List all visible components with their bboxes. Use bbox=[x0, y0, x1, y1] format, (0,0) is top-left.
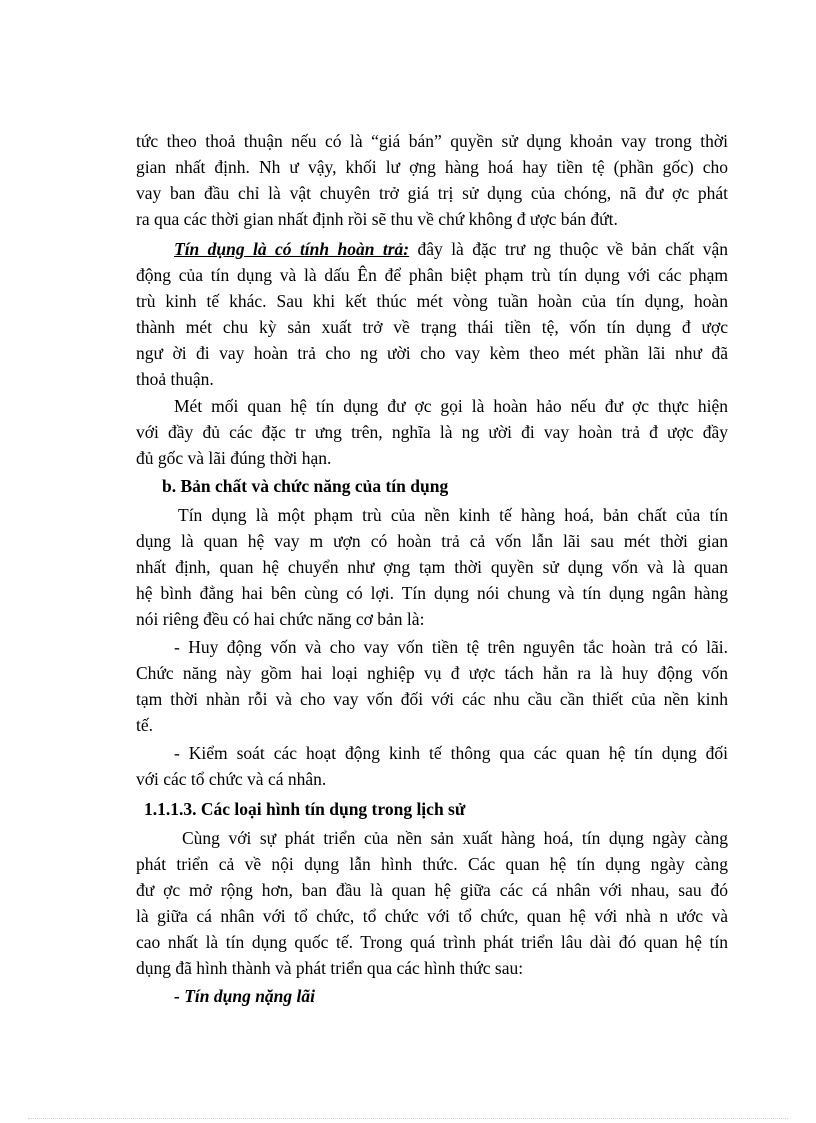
paragraph-line bbox=[174, 236, 728, 262]
paragraph-line: trù kinh tế khác. Sau khi kết thúc mét vòng tuần hoàn của tín dụng, hoàn bbox=[136, 291, 728, 311]
paragraph-line: nói riêng đều có hai chức năng cơ bản là: bbox=[136, 609, 425, 629]
section-heading: b. Bản chất và chức năng của tín dụng bbox=[162, 476, 449, 496]
page-footer-rule bbox=[28, 1118, 788, 1119]
paragraph-line: - Kiểm soát các hoạt động kinh tế thông qua các quan hệ tín dụng đối bbox=[174, 743, 728, 763]
section-heading: 1.1.1.3. Các loại hình tín dụng trong lịch sử bbox=[144, 799, 466, 819]
paragraph-line: vay ban đầu chỉ là vật chuyên trở giá trị sử dụng của chóng, nã đư ợc phát bbox=[136, 183, 728, 203]
paragraph-line: với đầy đủ các đặc tr ưng trên, nghĩa là ng ười đi vay hoàn trả đ ược đầy bbox=[136, 422, 728, 442]
paragraph-line: ngư ời đi vay hoàn trả cho ng ười cho vay kèm theo mét phần lãi như đã bbox=[136, 343, 728, 363]
paragraph-line: - Huy động vốn và cho vay vốn tiền tệ trên nguyên tắc hoàn trả có lãi. bbox=[174, 637, 728, 657]
paragraph-line: thoả thuận. bbox=[136, 369, 214, 389]
paragraph-line: cao nhất là tín dụng quốc tế. Trong quá trình phát triển lâu dài đó quan hệ tín bbox=[136, 932, 728, 952]
paragraph-line: nhất định, quan hệ chuyển như ợng tạm thời quyền sử dụng vốn và là quan bbox=[136, 557, 728, 577]
paragraph-line: là giữa cá nhân với tổ chức, tổ chức với tổ chức, quan hệ với nhà n ước và bbox=[136, 906, 728, 926]
paragraph-line: ra qua các thời gian nhất định rồi sẽ thu về chứ không đ ược bán đứt. bbox=[136, 209, 618, 229]
paragraph-line: tức theo thoả thuận nếu có là “giá bán” quyền sử dụng khoản vay trong thời bbox=[136, 131, 728, 151]
paragraph-line: Tín dụng là một phạm trù của nền kinh tế hàng hoá, bản chất của tín bbox=[178, 505, 728, 525]
paragraph-text: đây là đặc trư ng thuộc về bản chất vận bbox=[409, 239, 728, 259]
paragraph-line: thành mét chu kỳ sản xuất trở về trạng thái tiền tệ, vốn tín dụng đ ược bbox=[136, 317, 728, 337]
paragraph-line: tế. bbox=[136, 715, 154, 735]
subheading: - Tín dụng nặng lãi bbox=[174, 986, 316, 1006]
paragraph-line: với các tổ chức và cá nhân. bbox=[136, 769, 327, 789]
paragraph-line: gian nhất định. Nh ư vậy, khối lư ợng hàng hoá hay tiền tệ (phần gốc) cho bbox=[136, 157, 728, 177]
paragraph-line: hệ bình đẳng hai bên cùng có lợi. Tín dụng nói chung và tín dụng ngân hàng bbox=[136, 583, 728, 603]
paragraph-line: Chức năng này gồm hai loại nghiệp vụ đ ược tách hẳn ra là huy động vốn bbox=[136, 663, 728, 683]
paragraph-line: đư ợc mở rộng hơn, ban đầu là quan hệ giữa các cá nhân với nhau, sau đó bbox=[136, 880, 728, 900]
paragraph-line: đủ gốc và lãi đúng thời hạn. bbox=[136, 448, 332, 468]
paragraph-line: dụng đã hình thành và phát triển qua các hình thức sau: bbox=[136, 958, 524, 978]
paragraph-line: phát triển cả về nội dụng lẫn hình thức. Các quan hệ tín dụng ngày càng bbox=[136, 854, 728, 874]
paragraph-line: động của tín dụng và là dấu Ên để phân biệt phạm trù tín dụng với các phạm bbox=[136, 265, 728, 285]
paragraph-line: Cùng với sự phát triển của nền sản xuất hàng hoá, tín dụng ngày càng bbox=[182, 828, 728, 848]
paragraph-line: dụng là quan hệ vay m ượn có hoàn trả cả vốn lẫn lãi sau mét thời gian bbox=[136, 531, 728, 551]
paragraph-line: tạm thời nhàn rỗi và cho vay vốn đối với các nhu cầu cần thiết của nền kinh bbox=[136, 689, 728, 709]
paragraph-line: Mét mối quan hệ tín dụng đư ợc gọi là hoàn hảo nếu đư ợc thực hiện bbox=[174, 396, 728, 416]
emphasis-term: Tín dụng là có tính hoàn trả: bbox=[174, 239, 410, 259]
